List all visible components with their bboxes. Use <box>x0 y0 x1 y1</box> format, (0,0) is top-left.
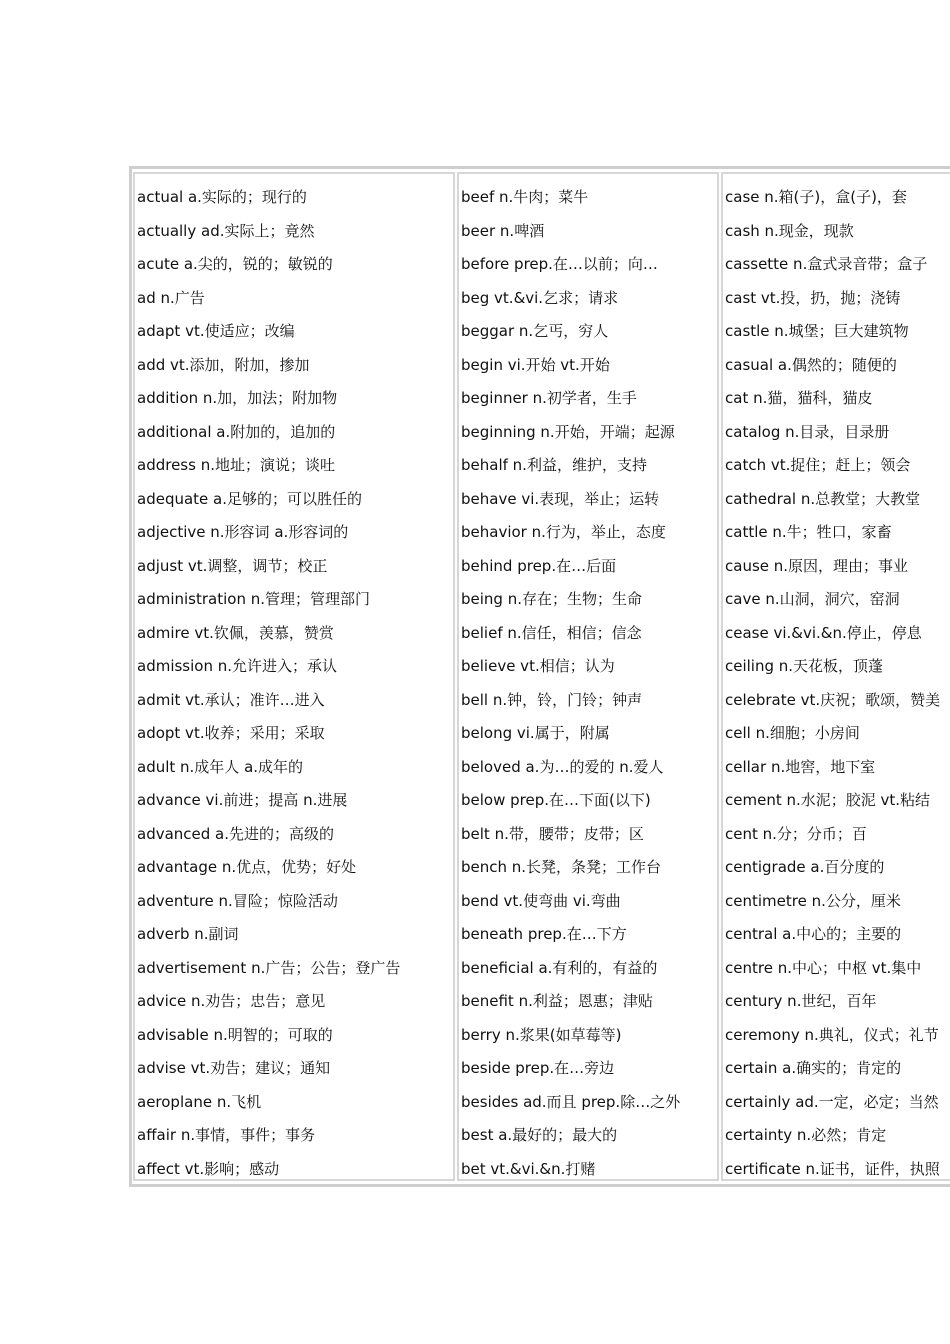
vocab-column-c <box>721 172 950 1181</box>
vocab-entry: belt n.带，腰带；皮带；区 <box>461 824 644 843</box>
vocab-entry: addition n.加，加法；附加物 <box>137 389 338 407</box>
vocab-entry: besides ad.而且 prep.除…之外 <box>461 1092 681 1111</box>
vocab-entry: believe vt.相信；认为 <box>461 657 615 675</box>
vocab-entry: cave n.山洞，洞穴，窑洞 <box>725 590 900 608</box>
vocab-entry: catalog n.目录，目录册 <box>725 422 890 441</box>
vocab-entry: advice n.劝告；忠告；意见 <box>137 992 326 1010</box>
vocab-entry: cent n.分；分币；百 <box>725 824 867 843</box>
vocab-entry: centre n.中心；中枢 vt.集中 <box>725 958 922 977</box>
vocab-entry: behind prep.在…后面 <box>461 556 617 575</box>
vocab-entry: cellar n.地窖，地下室 <box>725 757 876 776</box>
vocab-entry: century n.世纪，百年 <box>725 992 877 1010</box>
vocab-entry: admire vt.钦佩，羡慕，赞赏 <box>137 623 334 642</box>
vocab-entry: actual a.实际的；现行的 <box>137 188 307 206</box>
vocab-entry: admission n.允许进入；承认 <box>137 657 338 675</box>
vocab-entry: berry n.浆果(如草莓等) <box>461 1025 622 1044</box>
vocab-entry: adverb n.副词 <box>137 925 239 943</box>
vocab-entry: beg vt.&vi.乞求；请求 <box>461 288 619 307</box>
vocab-entry: belong vi.属于，附属 <box>461 724 610 742</box>
vocab-entry: beside prep.在…旁边 <box>461 1059 615 1077</box>
vocab-entry: cattle n.牛；牲口，家畜 <box>725 523 892 541</box>
vocab-entry: begin vi.开始 vt.开始 <box>461 355 610 374</box>
vocab-entry: centimetre n.公分，厘米 <box>725 891 901 910</box>
vocab-entry: advantage n.优点，优势；好处 <box>137 858 357 876</box>
vocab-entry: ad n.广告 <box>137 288 205 307</box>
vocab-entry: certainly ad.一定，必定；当然 <box>725 1092 939 1111</box>
vocab-entry: central a.中心的；主要的 <box>725 925 902 943</box>
vocab-entry: additional a.附加的，追加的 <box>137 422 336 441</box>
vocab-entry: belief n.信任，相信；信念 <box>461 623 642 642</box>
vocab-column-b <box>457 172 719 1181</box>
vocab-entry: cathedral n.总教堂；大教堂 <box>725 489 921 508</box>
vocab-entry: beloved a.为…的爱的 n.爱人 <box>461 757 664 776</box>
vocab-entry: cat n.猫，猫科，猫皮 <box>725 389 873 407</box>
vocab-entry: being n.存在；生物；生命 <box>461 590 642 608</box>
vocab-entry: adopt vt.收养；采用；采取 <box>137 724 325 742</box>
vocab-entry: celebrate vt.庆祝；歌颂，赞美 <box>725 690 941 709</box>
vocab-entry: beggar n.乞丐，穷人 <box>461 322 609 340</box>
vocab-entry: administration n.管理；管理部门 <box>137 590 370 608</box>
vocab-entry: below prep.在…下面(以下) <box>461 791 651 809</box>
vocab-entry: advisable n.明智的；可取的 <box>137 1025 333 1044</box>
word-list-c <box>725 185 950 1181</box>
vocab-entry: bend vt.使弯曲 vi.弯曲 <box>461 891 621 910</box>
vocab-entry: cause n.原因，理由；事业 <box>725 556 909 575</box>
vocab-entry: ceiling n.天花板，顶蓬 <box>725 657 884 675</box>
vocab-entry: advise vt.劝告；建议；通知 <box>137 1059 331 1077</box>
vocab-entry: castle n.城堡；巨大建筑物 <box>725 322 909 340</box>
vocab-entry: actually ad.实际上；竟然 <box>137 221 315 240</box>
vocab-entry: benefit n.利益；恩惠；津贴 <box>461 992 653 1010</box>
vocab-entry: beginning n.开始，开端；起源 <box>461 422 675 441</box>
vocab-entry: behave vi.表现，举止；运转 <box>461 489 660 508</box>
vocab-entry: affair n.事情，事件；事务 <box>137 1126 316 1144</box>
vocab-entry: adult n.成年人 a.成年的 <box>137 757 304 776</box>
vocab-entry: affect vt.影响；感动 <box>137 1159 280 1178</box>
vocab-entry: cassette n.盒式录音带；盒子 <box>725 255 928 273</box>
vocab-entry: casual a.偶然的；随便的 <box>725 355 897 374</box>
vocab-entry: beneficial a.有利的，有益的 <box>461 958 658 977</box>
vocab-entry: admit vt.承认；准许…进入 <box>137 690 325 709</box>
vocab-entry: behavior n.行为，举止，态度 <box>461 523 666 541</box>
vocab-entry: adventure n.冒险；惊险活动 <box>137 891 338 910</box>
vocab-entry: beef n.牛肉；菜牛 <box>461 188 589 206</box>
vocab-entry: aeroplane n.飞机 <box>137 1092 262 1111</box>
vocab-entry: cell n.细胞；小房间 <box>725 724 860 742</box>
vocab-entry: beginner n.初学者，生手 <box>461 389 637 407</box>
vocab-entry: ceremony n.典礼，仪式；礼节 <box>725 1025 939 1044</box>
vocab-entry: cash n.现金，现款 <box>725 221 854 240</box>
vocab-entry: cement n.水泥；胶泥 vt.粘结 <box>725 791 931 809</box>
vocab-entry: advanced a.先进的；高级的 <box>137 824 335 843</box>
vocab-entry: bet vt.&vi.&n.打赌 <box>461 1159 596 1178</box>
vocab-entry: bell n.钟，铃，门铃；钟声 <box>461 690 643 709</box>
vocab-entry: beer n.啤酒 <box>461 221 545 240</box>
vocab-entry: bench n.长凳，条凳；工作台 <box>461 858 662 876</box>
vocab-entry: best a.最好的；最大的 <box>461 1126 618 1144</box>
vocab-entry: certificate n.证书，证件，执照 <box>725 1159 940 1178</box>
vocab-entry: adapt vt.使适应；改编 <box>137 322 295 340</box>
vocab-entry: advance vi.前进；提高 n.进展 <box>137 791 348 809</box>
vocab-entry: adjective n.形容词 a.形容词的 <box>137 523 349 541</box>
vocab-entry: add vt.添加，附加，掺加 <box>137 355 310 374</box>
word-list-a <box>137 185 453 1181</box>
vocab-entry: address n.地址；演说；谈吐 <box>137 456 335 474</box>
vocab-entry: adequate a.足够的；可以胜任的 <box>137 489 363 508</box>
vocab-entry: beneath prep.在…下方 <box>461 925 627 943</box>
vocab-entry: cease vi.&vi.&n.停止，停息 <box>725 623 922 642</box>
vocab-column-a <box>133 172 455 1181</box>
word-list-b <box>461 185 717 1181</box>
vocab-entry: centigrade a.百分度的 <box>725 858 885 876</box>
vocabulary-table <box>129 166 950 1187</box>
vocab-entry: advertisement n.广告；公告；登广告 <box>137 958 401 977</box>
vocab-entry: case n.箱(子)，盒(子)，套 <box>725 188 907 206</box>
vocab-entry: cast vt.投，扔，抛；浇铸 <box>725 288 901 307</box>
vocab-entry: certainty n.必然；肯定 <box>725 1126 887 1144</box>
vocab-entry: catch vt.捉住；赶上；领会 <box>725 456 911 474</box>
vocab-entry: adjust vt.调整，调节；校正 <box>137 556 328 575</box>
vocab-entry: acute a.尖的，锐的；敏锐的 <box>137 255 333 273</box>
vocab-entry: behalf n.利益，维护，支持 <box>461 456 647 474</box>
vocab-entry: certain a.确实的；肯定的 <box>725 1059 902 1077</box>
vocab-entry: before prep.在…以前；向… <box>461 255 658 273</box>
